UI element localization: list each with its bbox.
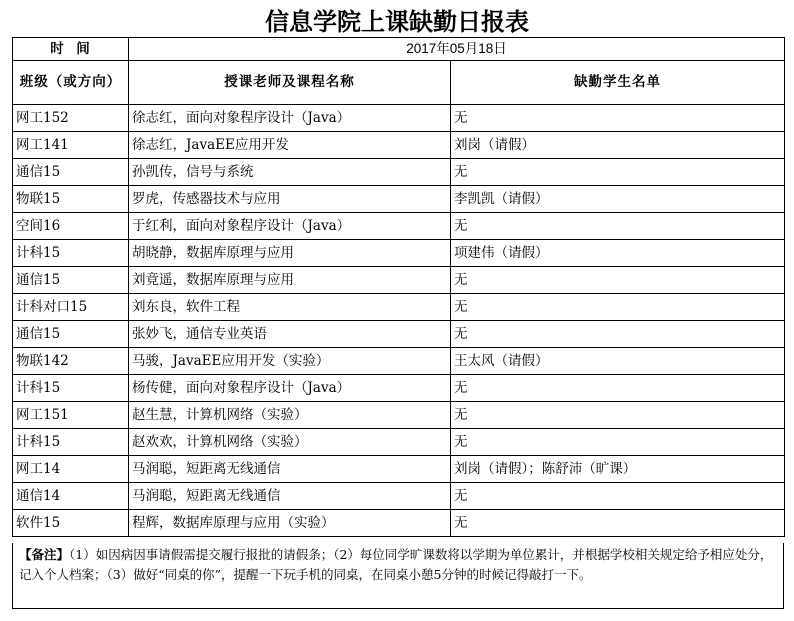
- teacher-course-cell: 孙凯传，信号与系统: [129, 159, 451, 186]
- teacher-course-cell: 马润聪，短距离无线通信: [129, 456, 451, 483]
- absent-students-cell: 无: [451, 294, 785, 321]
- absent-students-cell: 王太风（请假）: [451, 348, 785, 375]
- table-row: [13, 186, 785, 213]
- report-title: 信息学院上课缺勤日报表: [265, 8, 529, 36]
- teacher-course-cell: 罗虎，传感器技术与应用: [129, 186, 451, 213]
- absence-table: [12, 37, 785, 537]
- absent-students-cell: 无: [451, 483, 785, 510]
- table-row: [13, 483, 785, 510]
- class-cell: 网工141: [13, 132, 129, 159]
- absent-students-cell: 无: [451, 402, 785, 429]
- teacher-course-cell: 胡晓静，数据库原理与应用: [129, 240, 451, 267]
- table-row: [13, 294, 785, 321]
- class-column-header: 班级（或方向）: [13, 61, 129, 105]
- teacher-course-cell: 马骏，JavaEE应用开发（实验）: [129, 348, 451, 375]
- table-row: [13, 132, 785, 159]
- absent-column-header: 缺勤学生名单: [451, 61, 785, 105]
- teacher-course-cell: 赵生慧，计算机网络（实验）: [129, 402, 451, 429]
- absent-students-cell: 李凯凯（请假）: [451, 186, 785, 213]
- table-row: [13, 159, 785, 186]
- class-cell: 空间16: [13, 213, 129, 240]
- absent-students-cell: 无: [451, 267, 785, 294]
- class-cell: 网工152: [13, 105, 129, 132]
- remarks-label: 【备注】: [19, 547, 70, 562]
- remarks-note: [12, 543, 784, 609]
- class-cell: 通信15: [13, 159, 129, 186]
- absent-students-cell: 无: [451, 375, 785, 402]
- teacher-course-cell: 于红利，面向对象程序设计（Java）: [129, 213, 451, 240]
- absent-students-cell: 无: [451, 159, 785, 186]
- teacher-course-cell: 刘东良，软件工程: [129, 294, 451, 321]
- teacher-course-cell: 赵欢欢，计算机网络（实验）: [129, 429, 451, 456]
- class-cell: 网工14: [13, 456, 129, 483]
- table-row: [13, 267, 785, 294]
- teacher-course-cell: 杨传健，面向对象程序设计（Java）: [129, 375, 451, 402]
- table-row: [13, 105, 785, 132]
- table-row: [13, 375, 785, 402]
- class-cell: 软件15: [13, 510, 129, 537]
- absent-students-cell: 无: [451, 321, 785, 348]
- class-cell: 物联142: [13, 348, 129, 375]
- class-cell: 计科15: [13, 429, 129, 456]
- absent-students-cell: 刘岗（请假）；陈舒沛（旷课）: [451, 456, 785, 483]
- teacher-course-cell: 程辉，数据库原理与应用（实验）: [129, 510, 451, 537]
- report-date: 2017年05月18日: [129, 38, 785, 61]
- table-row: [13, 456, 785, 483]
- table-row: [13, 510, 785, 537]
- table-row: [13, 213, 785, 240]
- time-row: [13, 38, 785, 61]
- table-row: [13, 402, 785, 429]
- teacher-course-cell: 徐志红，面向对象程序设计（Java）: [129, 105, 451, 132]
- teacher-course-cell: 马润聪，短距离无线通信: [129, 483, 451, 510]
- table-row: [13, 348, 785, 375]
- absent-students-cell: 刘岗（请假）: [451, 132, 785, 159]
- table-row: [13, 429, 785, 456]
- teacher-course-cell: 徐志红，JavaEE应用开发: [129, 132, 451, 159]
- remarks-text: （1）如因病因事请假需提交履行报批的请假条；（2）每位同学旷课数将以学期为单位累计，并根据学校相关规定给予相应处分，记入个人档案；（3）做好“同桌的你”，提醒一下玩手机的同桌，在同桌小憩5分钟的时候记得敲打一下。: [19, 547, 773, 582]
- absent-students-cell: 无: [451, 213, 785, 240]
- teacher-course-cell: 刘竟遥，数据库原理与应用: [129, 267, 451, 294]
- class-cell: 通信15: [13, 267, 129, 294]
- teacher-course-cell: 张妙飞，通信专业英语: [129, 321, 451, 348]
- table-row: [13, 321, 785, 348]
- class-cell: 计科15: [13, 375, 129, 402]
- class-cell: 通信15: [13, 321, 129, 348]
- absent-students-cell: 项建伟（请假）: [451, 240, 785, 267]
- header-row: [13, 61, 785, 105]
- class-cell: 物联15: [13, 186, 129, 213]
- absent-students-cell: 无: [451, 105, 785, 132]
- absent-students-cell: 无: [451, 510, 785, 537]
- time-label: 时 间: [13, 38, 129, 61]
- teacher-course-column-header: 授课老师及课程名称: [129, 61, 451, 105]
- class-cell: 计科对口15: [13, 294, 129, 321]
- class-cell: 网工151: [13, 402, 129, 429]
- absent-students-cell: 无: [451, 429, 785, 456]
- class-cell: 计科15: [13, 240, 129, 267]
- table-row: [13, 240, 785, 267]
- class-cell: 通信14: [13, 483, 129, 510]
